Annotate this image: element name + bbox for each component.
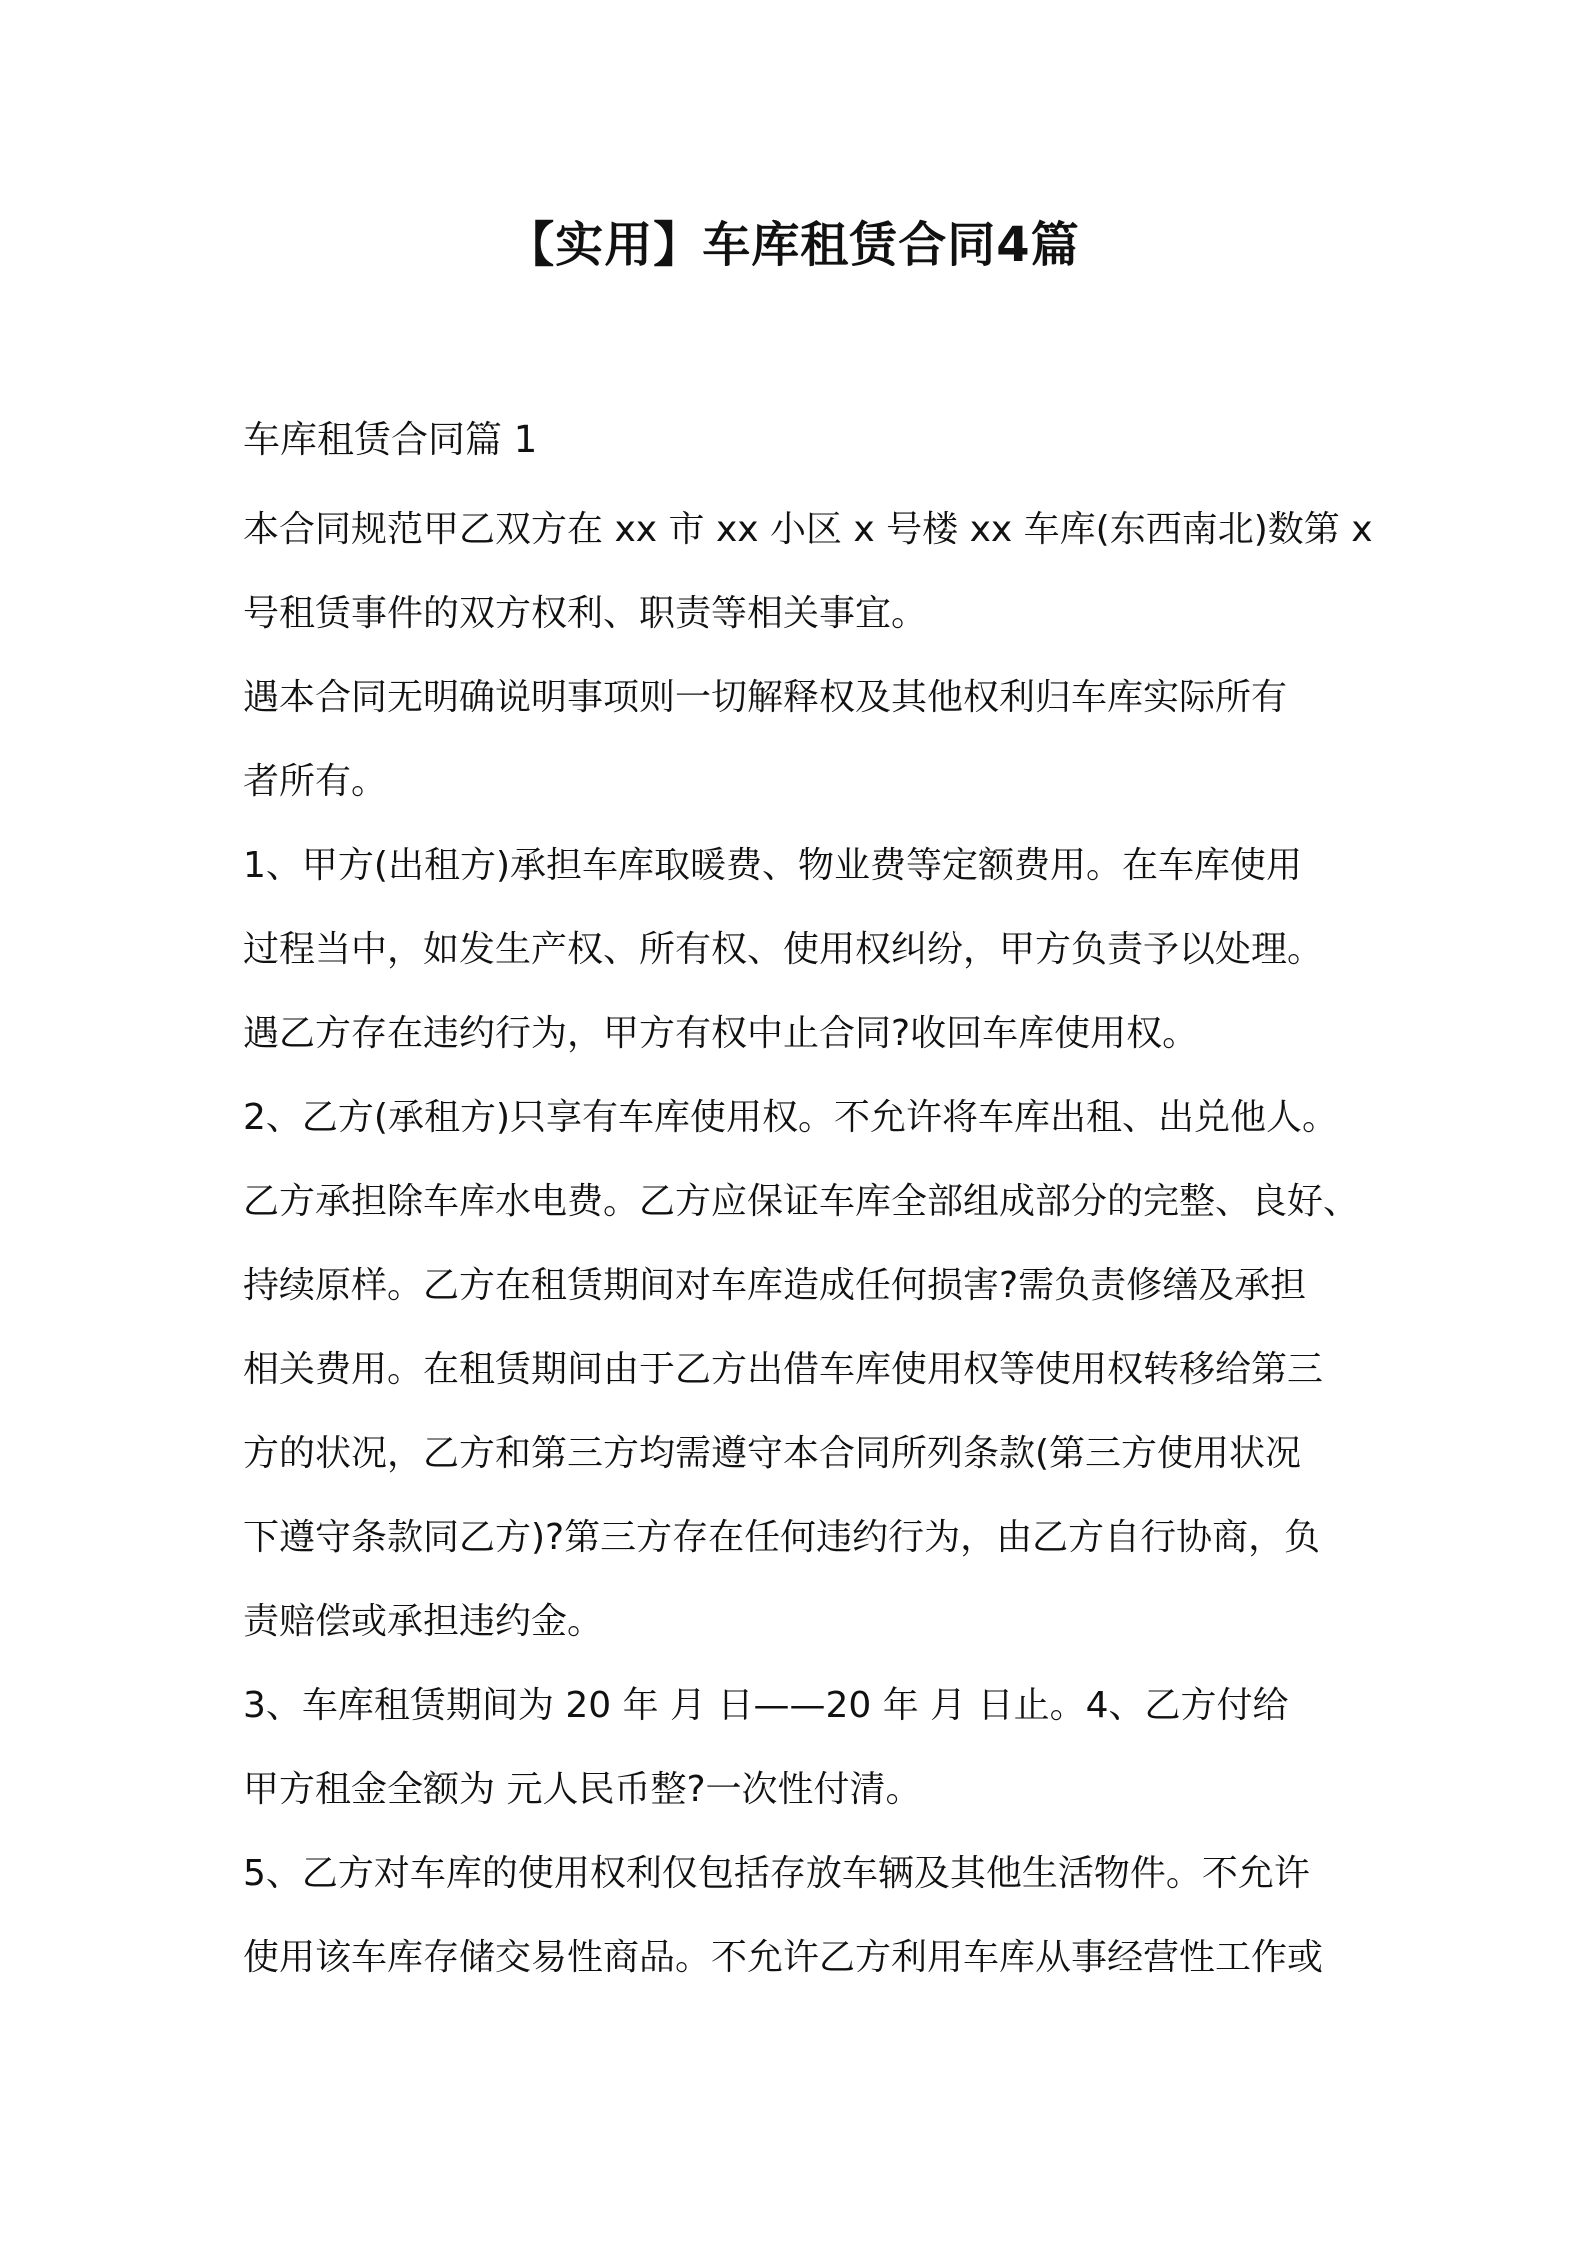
body-line: 责赔偿或承担违约金。: [243, 1601, 604, 1642]
body-line: 使用该车库存储交易性商品。不允许乙方利用车库从事经营性工作或: [243, 1937, 1324, 1978]
body-line: 甲方租金全额为 元人民币整?一次性付清。: [243, 1769, 922, 1810]
body-line: 5、乙方对车库的使用权利仅包括存放车辆及其他生活物件。不允许: [243, 1853, 1310, 1894]
section-heading: 车库租赁合同篇 1: [243, 418, 538, 461]
body-line: 3、车库租赁期间为 20 年 月 日——20 年 月 日止。4、乙方付给: [243, 1685, 1289, 1726]
body-line: 号租赁事件的双方权利、职责等相关事宜。: [243, 593, 928, 634]
document-title: 【实用】车库租赁合同4篇: [506, 217, 1080, 273]
body-line: 本合同规范甲乙双方在 xx 市 xx 小区 x 号楼 xx 车库(东西南北)数第 x: [243, 509, 1373, 550]
document-body: [243, 488, 1373, 2000]
body-line: 遇乙方存在违约行为，甲方有权中止合同?收回车库使用权。: [243, 1013, 1199, 1054]
body-line: 相关费用。在租赁期间由于乙方出借车库使用权等使用权转移给第三: [243, 1349, 1324, 1390]
body-line: 1、甲方(出租方)承担车库取暖费、物业费等定额费用。在车库使用: [243, 845, 1302, 886]
body-line: 遇本合同无明确说明事项则一切解释权及其他权利归车库实际所有: [243, 677, 1288, 718]
body-line: 下遵守条款同乙方)?第三方存在任何违约行为，由乙方自行协商，负: [243, 1517, 1321, 1558]
body-line: 方的状况，乙方和第三方均需遵守本合同所列条款(第三方使用状况: [243, 1433, 1302, 1474]
body-line: 持续原样。乙方在租赁期间对车库造成任何损害?需负责修缮及承担: [243, 1265, 1307, 1306]
body-line: 者所有。: [243, 761, 388, 802]
body-line: 过程当中，如发生产权、所有权、使用权纠纷，甲方负责予以处理。: [243, 929, 1324, 970]
body-line: 2、乙方(承租方)只享有车库使用权。不允许将车库出租、出兑他人。: [243, 1097, 1338, 1138]
body-line: 乙方承担除车库水电费。乙方应保证车库全部组成部分的完整、良好、: [243, 1181, 1360, 1222]
